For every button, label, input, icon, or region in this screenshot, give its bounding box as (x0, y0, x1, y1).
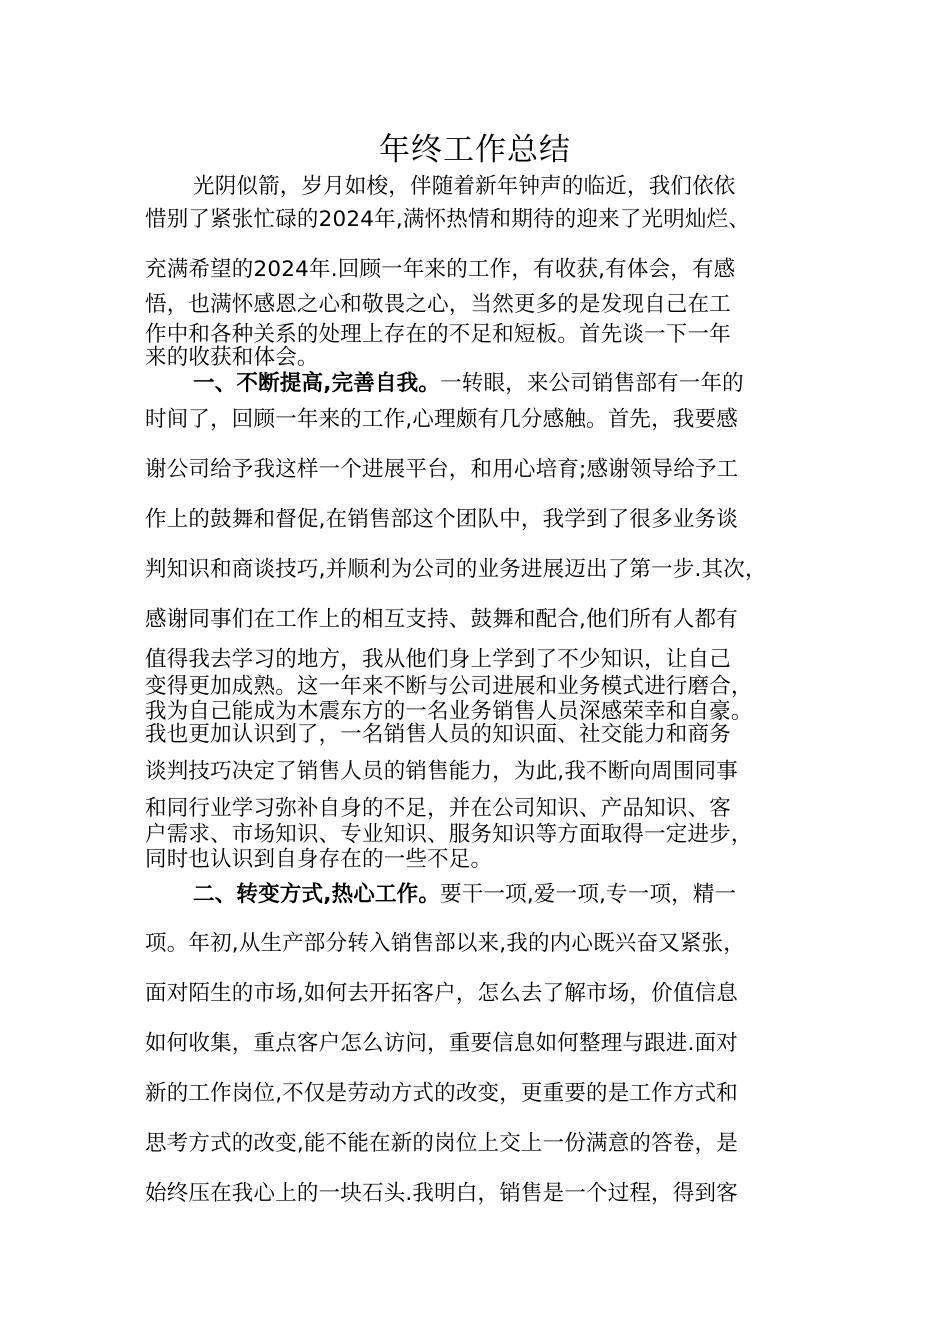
paragraph-line: 如何收集，重点客户怎么访问，重要信息如何整理与跟进.面对 (145, 1031, 738, 1056)
paragraph-line: 我为自己能成为木震东方的一名业务销售人员深感荣幸和自豪。 (145, 699, 753, 724)
paragraph-line: 悟，也满怀感恩之心和敬畏之心，当然更多的是发现自己在工 (145, 292, 731, 317)
paragraph-line: 新的工作岗位,不仅是劳动方式的改变，更重要的是工作方式和 (145, 1081, 738, 1106)
section-heading: 二、转变方式,热心工作。 (193, 882, 441, 907)
paragraph-line: 作中和各种关系的处理上存在的不足和短板。首先谈一下一年 (145, 322, 731, 347)
paragraph-line: 思考方式的改变,能不能在新的岗位上交上一份满意的答卷，是 (145, 1131, 738, 1156)
paragraph-text: 一转眼，来公司销售部有一年的 (440, 371, 744, 396)
paragraph-text: 要干一项,爱一项,专一项，精一 (440, 882, 737, 907)
section-heading: 一、不断提高,完善自我。 (193, 371, 441, 396)
paragraph-line: 感谢同事们在工作上的相互支持、鼓舞和配合,他们所有人都有 (145, 607, 738, 632)
paragraph-line: 户需求、市场知识、专业知识、服务知识等方面取得一定进步， (145, 822, 753, 847)
paragraph-line: 作上的鼓舞和督促,在销售部这个团队中，我学到了很多业务谈 (145, 507, 738, 532)
paragraph-line: 同时也认识到自身存在的一些不足。 (145, 847, 493, 872)
paragraph-line: 值得我去学习的地方，我从他们身上学到了不少知识，让自己 (145, 647, 731, 672)
paragraph-line: 时间了，回顾一年来的工作,心理颇有几分感触。首先，我要感 (145, 407, 738, 432)
paragraph-line: 始终压在我心上的一块石头.我明白，销售是一个过程，得到客 (145, 1181, 738, 1206)
paragraph-line: 变得更加成熟。这一年来不断与公司进展和业务模式进行磨合， (145, 674, 753, 699)
paragraph-line: 谈判技巧决定了销售人员的销售能力，为此,我不断向周围同事 (145, 759, 738, 784)
paragraph-line: 充满希望的2024年.回顾一年来的工作，有收获,有体会，有感 (145, 257, 736, 282)
paragraph-line: 项。年初,从生产部分转入销售部以来,我的内心既兴奋又紧张， (145, 931, 745, 956)
document-title: 年终工作总结 (379, 132, 571, 168)
paragraph-line: 我也更加认识到了，一名销售人员的知识面、社交能力和商务 (145, 722, 731, 747)
paragraph-line: 判知识和商谈技巧,并顺利为公司的业务进展迈出了第一步.其次， (145, 557, 767, 582)
paragraph-line (193, 880, 736, 910)
paragraph-line: 面对陌生的市场,如何去开拓客户，怎么去了解市场，价值信息 (145, 981, 738, 1006)
paragraph-line: 和同行业学习弥补自身的不足，并在公司知识、产品知识、客 (145, 796, 731, 821)
paragraph-line: 光阴似箭，岁月如梭，伴随着新年钟声的临近，我们依依 (193, 174, 736, 199)
paragraph-line: 来的收获和体会。 (145, 345, 319, 370)
paragraph-line: 惜别了紧张忙碌的2024年,满怀热情和期待的迎来了光明灿烂、 (145, 207, 751, 232)
paragraph-line: 谢公司给予我这样一个进展平台，和用心培育;感谢领导给予工 (145, 457, 739, 482)
paragraph-line (193, 369, 744, 399)
